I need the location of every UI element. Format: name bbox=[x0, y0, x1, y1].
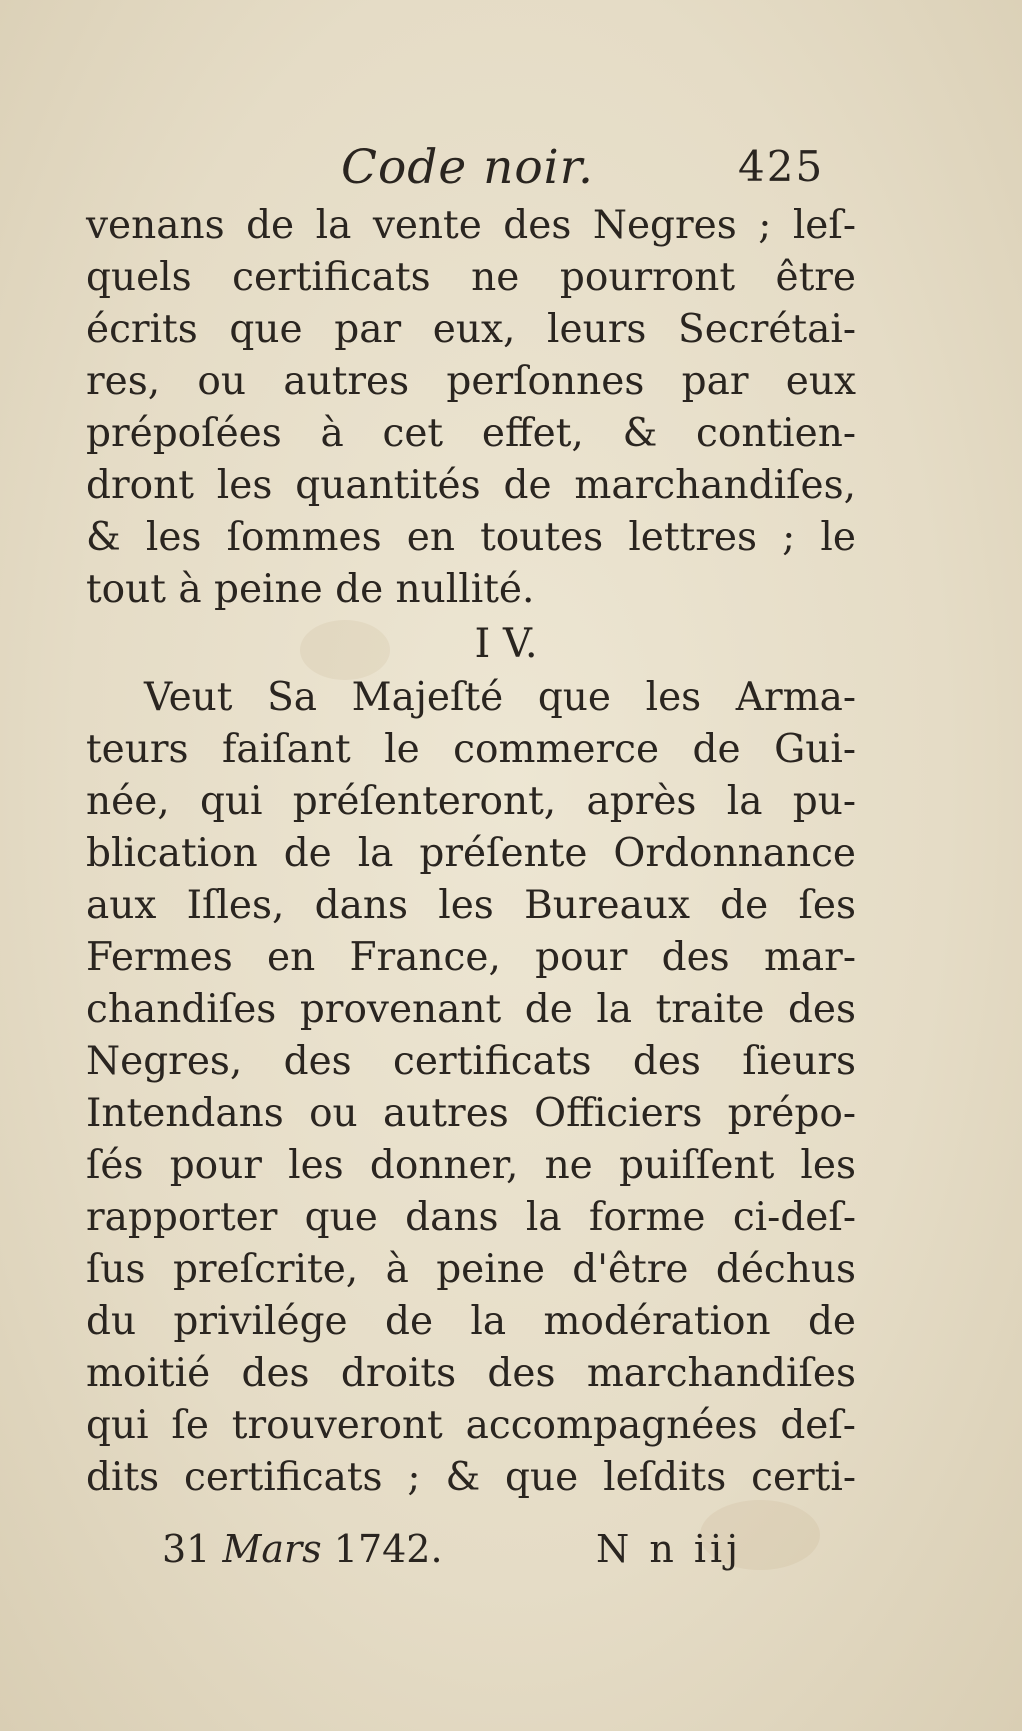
text-line: aux Iſles, dans les Bureaux de ſes bbox=[86, 883, 856, 928]
text-line: rapporter que dans la forme ci-deſ- bbox=[86, 1195, 856, 1240]
text-line: teurs faiſant le commerce de Gui- bbox=[86, 727, 856, 772]
text-line: tout à peine de nullité. bbox=[86, 567, 535, 612]
text-line: prépoſées à cet effet, & contien- bbox=[86, 411, 856, 456]
date-day: 31 bbox=[162, 1527, 211, 1571]
body-text bbox=[86, 200, 856, 1504]
text-line: écrits que par eux, leurs Secrétai- bbox=[86, 307, 856, 352]
text-line: Intendans ou autres Officiers prépo- bbox=[86, 1091, 856, 1136]
page-number: 425 bbox=[738, 142, 825, 191]
text-line: venans de la vente des Negres ; leſ- bbox=[86, 203, 856, 248]
text-line: ſus preſcrite, à peine d'être déchus bbox=[86, 1247, 856, 1292]
text-line: du privilége de la modération de bbox=[86, 1299, 856, 1344]
text-line: qui ſe trouveront accompagnées deſ- bbox=[86, 1403, 856, 1448]
text-line: née, qui préſenteront, après la pu- bbox=[86, 779, 856, 824]
text-line: Negres, des certificats des ſieurs bbox=[86, 1039, 856, 1084]
text-line: ſés pour les donner, ne puiſſent les bbox=[86, 1143, 856, 1188]
section-numeral: I V. bbox=[474, 621, 538, 667]
text-line: quels certificats ne pourront être bbox=[86, 255, 856, 300]
date-year: 1742. bbox=[333, 1527, 443, 1571]
text-line: Veut Sa Majeſté que les Arma- bbox=[144, 675, 856, 720]
text-line: dront les quantités de marchandiſes, bbox=[86, 463, 856, 508]
running-head: Code noir. bbox=[341, 140, 594, 195]
date-month: Mars bbox=[222, 1527, 322, 1571]
text-line: moitié des droits des marchandiſes bbox=[86, 1351, 856, 1396]
text-line: res, ou autres perſonnes par eux bbox=[86, 359, 856, 404]
text-line: chandiſes provenant de la traite des bbox=[86, 987, 856, 1032]
date-line bbox=[162, 1527, 443, 1571]
page-footer bbox=[86, 1527, 856, 1587]
text-line: dits certificats ; & que leſdits certi- bbox=[86, 1455, 856, 1500]
text-line: blication de la préſente Ordonnance bbox=[86, 831, 856, 876]
text-line: Fermes en France, pour des mar- bbox=[86, 935, 856, 980]
text-line: & les ſommes en toutes lettres ; le bbox=[86, 515, 856, 560]
signature-mark: N n iij bbox=[596, 1527, 742, 1571]
